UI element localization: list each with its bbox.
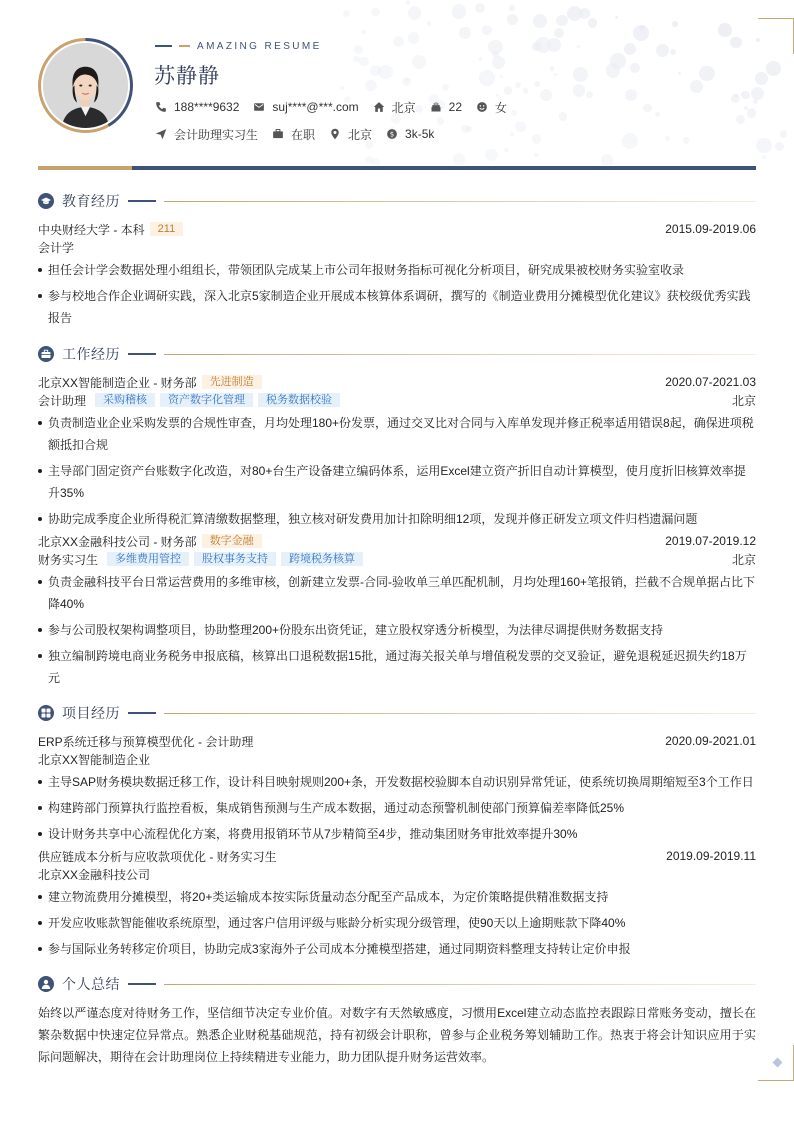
briefcase-icon [272, 128, 284, 140]
background-dot [615, 16, 618, 19]
background-dot [780, 130, 788, 138]
background-dot [371, 158, 380, 165]
background-dot [731, 94, 740, 103]
background-dot [340, 86, 344, 90]
background-dot [479, 57, 482, 60]
background-dot [361, 30, 365, 34]
phone-text: 188****9632 [174, 100, 240, 114]
background-dot [734, 94, 738, 98]
background-dot [370, 65, 381, 76]
background-dot [408, 32, 420, 44]
background-dot [670, 49, 676, 55]
background-dot [577, 45, 580, 48]
education-date: 2015.09-2019.06 [665, 222, 756, 236]
background-dot [573, 67, 588, 82]
background-dot [459, 27, 471, 39]
background-dot [610, 53, 626, 69]
contact-info-row [155, 99, 521, 115]
background-dot [353, 56, 359, 62]
background-dot [601, 154, 613, 165]
background-dot [393, 36, 404, 47]
background-dot [534, 81, 540, 87]
resume-tagline [155, 40, 322, 52]
background-dot [343, 10, 350, 17]
project-org: 北京XX智能制造企业 [38, 752, 151, 767]
graduation-cap-icon [38, 193, 54, 209]
background-dot [736, 115, 745, 124]
background-dot [365, 80, 377, 92]
work-bag-icon [38, 346, 54, 362]
background-dot [406, 0, 411, 5]
salary-text: 3k-5k [405, 127, 435, 141]
skill-tag: 跨境税务核算 [281, 552, 363, 566]
svg-text:$: $ [389, 130, 395, 139]
corner-decoration-top-right [758, 18, 794, 54]
email-text: suj****@***.com [272, 100, 359, 114]
section-title: 教育经历 [62, 193, 120, 209]
project-name: ERP系统迁移与预算模型优化 - 会计助理 [38, 734, 254, 749]
company-name: 北京XX智能制造企业 - 财务部 [38, 375, 197, 390]
job-role: 财务实习生 [38, 552, 99, 567]
background-dot [573, 84, 586, 97]
salary-item [386, 127, 434, 141]
money-icon [386, 128, 398, 140]
section-title: 工作经历 [62, 346, 120, 362]
phone-icon [155, 101, 167, 113]
background-dot [643, 104, 651, 112]
background-dot [718, 23, 732, 37]
work-section [38, 345, 756, 689]
age-item [430, 100, 462, 114]
age-text: 22 [448, 100, 462, 114]
cake-icon [430, 101, 442, 113]
background-dot [672, 21, 678, 27]
list-item: 独立编制跨境电商业务税务申报底稿，核算出口退税数据15批，通过海关报关单与增值税发票的交叉验证，避免退税延迟损失约18万元 [38, 645, 756, 689]
background-dot [730, 37, 742, 49]
background-dot [751, 87, 764, 100]
city-text: 北京 [391, 100, 416, 115]
section-heading [38, 345, 756, 363]
work-location: 北京 [731, 552, 756, 567]
list-item: 建立物流费用分摊模型，将20+类运输成本按实际货量动态分配至产品成本，为定价策略提供精准数据支持 [38, 886, 756, 908]
background-dot [442, 84, 449, 91]
project-entry [38, 847, 756, 960]
location-icon [329, 128, 341, 140]
background-dot [509, 5, 515, 11]
background-dot [639, 25, 645, 31]
section-title: 项目经历 [62, 705, 120, 721]
background-dot [533, 14, 547, 28]
background-dot [766, 61, 781, 76]
background-dot [633, 25, 649, 41]
background-dot [683, 137, 690, 144]
gender-item [476, 99, 507, 116]
background-dot [475, 3, 485, 13]
list-item: 参与公司股权架构调整项目，协助整理200+份股东出资凭证，建立股权穿透分析模型，为法律尽调提供财务数据支持 [38, 619, 756, 641]
background-dot [482, 25, 492, 35]
avatar-ring [38, 38, 133, 133]
summary-text: 始终以严谨态度对待财务工作，坚信细节决定专业价值。对数字有天然敏感度，习惯用Excel建立动态监控表跟踪日常账务变动，擅长在繁杂数据中快速定位异常点。熟悉企业财税基础规范，持有初级会计职称，曾参与企业税务筹划辅助工作。热衷于将会计知识应用于实际问题解决，期待在会计助理岗位上持续精进专业能力，助力团队提升财务运营效率。 [38, 1006, 756, 1064]
project-org: 北京XX金融科技公司 [38, 867, 151, 882]
list-item: 主导SAP财务模块数据迁移工作，设计科目映射规则200+条，开发数据校验脚本自动识别异常凭证，使系统切换周期缩短至3个工作日 [38, 771, 756, 793]
background-dot [523, 88, 528, 93]
background-dot [515, 121, 526, 132]
skill-tag: 采购稽核 [95, 393, 155, 407]
send-icon [155, 128, 167, 140]
background-dot [775, 142, 784, 151]
user-icon [38, 976, 54, 992]
work-date: 2020.07-2021.03 [665, 375, 756, 389]
background-dot [408, 6, 422, 20]
background-dot [622, 133, 638, 149]
industry-tag: 先进制造 [202, 375, 262, 389]
background-dot [741, 91, 749, 99]
skill-tag: 税务数据校验 [258, 393, 340, 407]
background-dot [485, 149, 498, 162]
background-dot [554, 73, 557, 76]
background-dot [488, 40, 503, 55]
list-item: 构建跨部门预算执行监控看板，集成销售预测与生产成本数据，通过动态预警机制使部门预算偏差率降低25% [38, 797, 756, 819]
industry-tag: 数字金融 [202, 534, 262, 548]
project-entry [38, 732, 756, 845]
background-dot [586, 91, 593, 98]
home-icon [373, 101, 385, 113]
background-dot [412, 55, 426, 69]
background-dot [378, 65, 393, 80]
background-dot [354, 45, 363, 54]
intention-item [155, 126, 258, 143]
skill-tag: 股权事务支持 [194, 552, 276, 566]
background-dot [402, 77, 411, 86]
candidate-name: 苏静静 [154, 65, 220, 88]
list-item: 协助完成季度企业所得税汇算清缴数据整理，独立核对研发费用加计扣除明细12项，发现并修正研发立项文件归档遗漏问题 [38, 508, 756, 530]
background-dot [762, 155, 766, 159]
background-dot [624, 43, 636, 55]
background-dot [496, 94, 499, 97]
background-dot [606, 63, 621, 78]
education-entry [38, 220, 756, 329]
background-dot [534, 153, 539, 158]
skill-tag: 资产数字化管理 [160, 393, 253, 407]
background-dot [504, 148, 509, 153]
background-dot [532, 42, 541, 51]
project-name: 供应链成本分析与应收款项优化 - 财务实习生 [38, 849, 277, 864]
list-item: 担任会计学会数据处理小组组长，带领团队完成某上市公司年报财务指标可视化分析项目，研究成果被校财务实验室收录 [38, 259, 756, 281]
target-city-item [329, 126, 372, 143]
background-dot [510, 132, 515, 137]
school-name: 中央财经大学 - 本科 [38, 222, 145, 237]
background-dot [405, 78, 409, 82]
city-item [373, 99, 416, 116]
background-dot [532, 134, 541, 143]
background-dot [678, 72, 681, 75]
list-item: 参与国际业务转移定价项目，协助完成3家海外子公司成本分摊模型搭建，通过同期资料整理支持转让定价申报 [38, 938, 756, 960]
background-dot [452, 4, 467, 19]
background-dot [554, 28, 564, 38]
background-dot [479, 70, 494, 85]
background-dot [588, 18, 597, 27]
list-item: 设计财务共享中心流程优化方案，将费用报销环节从7步精简至4步，推动集团财务审批效率提升30% [38, 823, 756, 845]
section-heading [38, 704, 756, 722]
background-dot [492, 51, 499, 58]
background-dot [556, 15, 568, 27]
job-intention-row [155, 126, 448, 142]
mail-icon [253, 101, 265, 113]
background-dot [437, 117, 444, 124]
list-item: 主导部门固定资产台账数字化改造，对80+台生产设备建立编码体系，运用Excel建立资产折旧自动计算模型，使月度折旧核算效率提升35% [38, 460, 756, 504]
background-dot [500, 75, 504, 79]
background-dot [690, 80, 703, 93]
background-dot [550, 66, 554, 70]
background-dot [371, 8, 380, 17]
background-dot [359, 57, 368, 66]
project-date: 2020.09-2021.01 [665, 734, 756, 748]
background-dot [535, 37, 551, 53]
list-item: 负责金融科技平台日常运营费用的多维审核，创新建立发票-合同-验收单三单匹配机制，月均处理160+笔报销，拦截不合规单据占比下降40% [38, 571, 756, 615]
background-dot [515, 82, 521, 88]
status-item [272, 126, 315, 143]
background-dot [655, 112, 660, 117]
education-section [38, 192, 756, 329]
background-dot [744, 106, 749, 111]
major: 会计学 [38, 240, 75, 255]
background-dot [559, 112, 567, 120]
status-text: 在职 [291, 127, 316, 142]
email-item [253, 100, 358, 114]
background-dot [365, 156, 374, 165]
school-tag: 211 [150, 222, 184, 236]
tagline-text: AMAZING RESUME [197, 40, 322, 52]
company-name: 北京XX金融科技公司 - 财务部 [38, 534, 197, 549]
work-location: 北京 [731, 393, 756, 408]
background-dot [567, 6, 582, 21]
gender-text: 女 [495, 100, 508, 115]
section-heading [38, 192, 756, 210]
background-dot [699, 66, 714, 81]
background-dot [427, 21, 431, 25]
background-dot [625, 89, 638, 102]
job-role: 会计助理 [38, 393, 87, 408]
section-title: 个人总结 [62, 976, 120, 992]
list-item: 参与校地合作企业调研实践，深入北京5家制造企业开展成本核算体系调研，撰写的《制造业费用分摊模型优化建议》获校级优秀实践报告 [38, 285, 756, 329]
work-date: 2019.07-2019.12 [665, 534, 756, 548]
phone-item [155, 100, 239, 114]
background-dot [453, 153, 466, 165]
background-dot [466, 126, 472, 132]
background-dot [756, 138, 772, 154]
background-dot [547, 38, 561, 52]
header-divider-bar [38, 166, 756, 170]
intention-text: 会计助理实习生 [174, 127, 259, 142]
background-dot [504, 86, 513, 95]
background-dot [665, 136, 670, 141]
background-dot [753, 99, 758, 104]
background-dot [507, 14, 518, 25]
background-dot [747, 108, 756, 117]
skill-tag: 多维费用管控 [107, 552, 189, 566]
section-heading [38, 975, 756, 993]
avatar-portrait-icon [43, 43, 128, 128]
grid-icon [38, 705, 54, 721]
background-dot [579, 8, 590, 19]
background-dot [492, 56, 505, 69]
background-dot [461, 125, 469, 133]
list-item: 负责制造业企业采购发票的合规性审查，月均处理180+份发票，通过交叉比对合同与入库单发现并修正税率适用错误8起，确保进项税额抵扣合规 [38, 412, 756, 456]
work-entry [38, 373, 756, 530]
avatar [41, 41, 130, 130]
target-city-text: 北京 [348, 127, 373, 142]
background-dot [656, 44, 669, 57]
background-dot [755, 72, 768, 85]
background-dot [630, 63, 640, 73]
background-dot [540, 89, 553, 102]
work-entry [38, 532, 756, 689]
smile-icon [476, 101, 488, 113]
projects-section [38, 704, 756, 960]
list-item: 开发应收账款智能催收系统原型，通过客户信用评级与账龄分析实现分级管理，使90天以上逾期账款下降40% [38, 912, 756, 934]
summary-section [38, 975, 756, 1068]
project-date: 2019.09-2019.11 [666, 849, 756, 863]
